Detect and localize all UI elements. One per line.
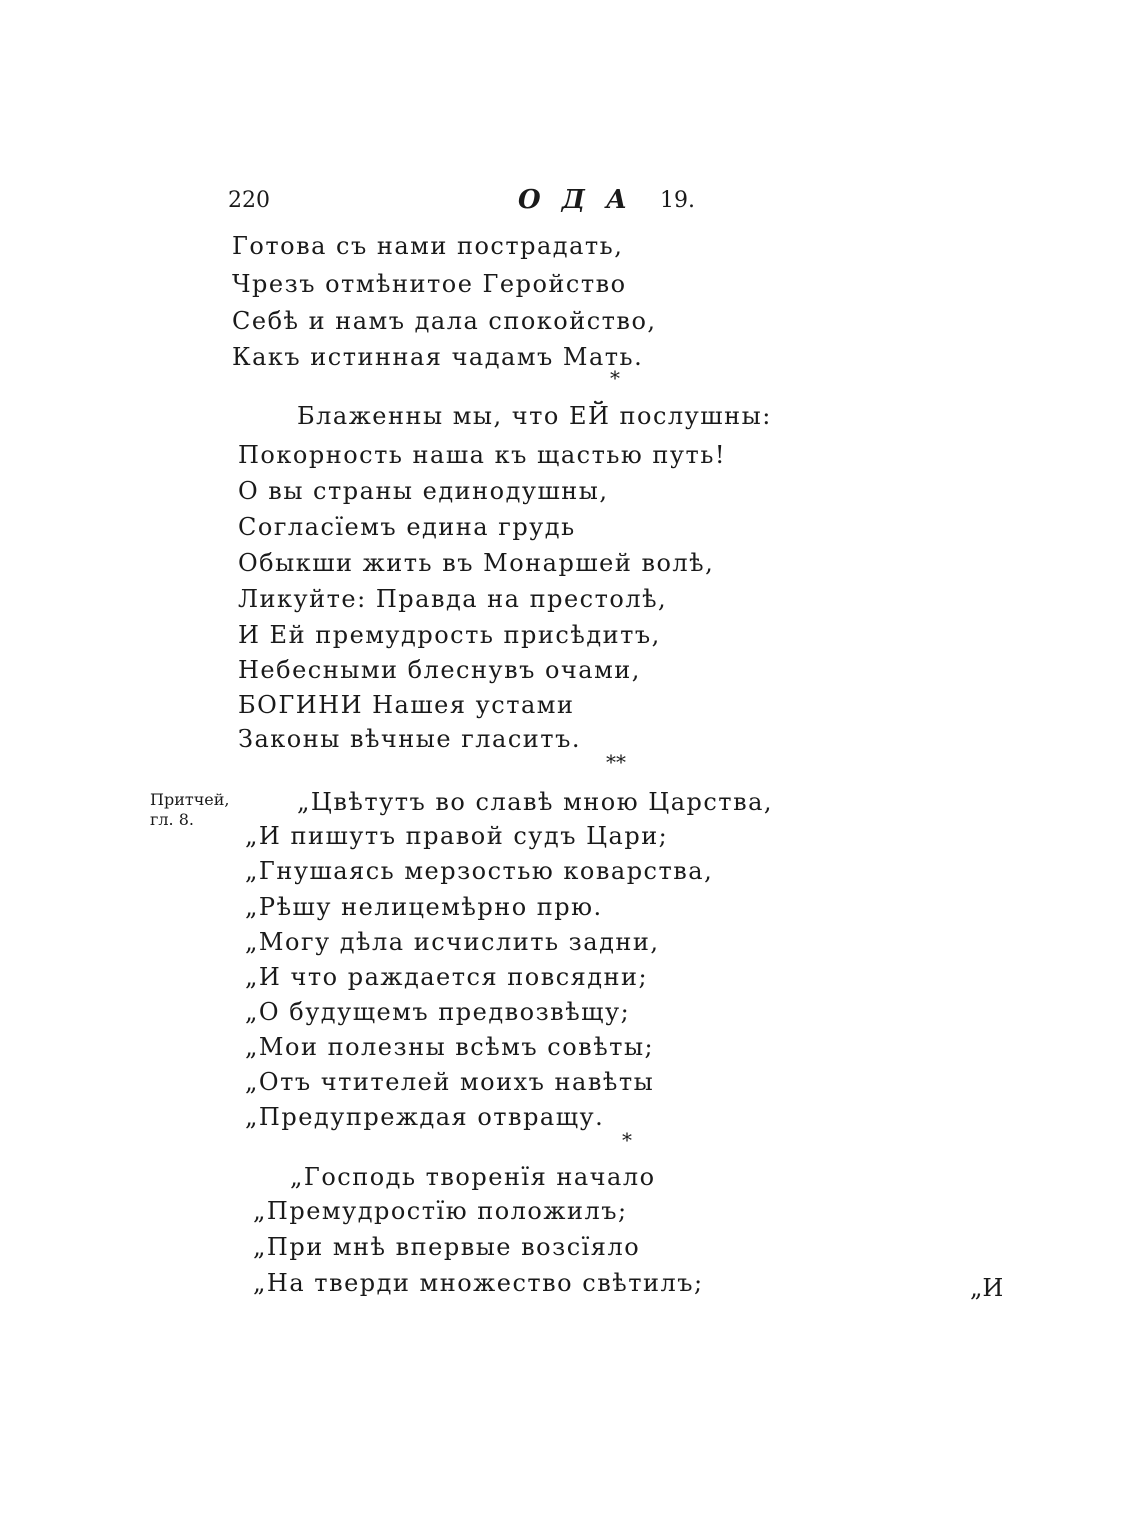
stanza-1-line-1: Готова съ нами пострадать, [232, 232, 624, 260]
page-number: 220 [228, 188, 270, 213]
stanza-3-line-3: „Гнушаясь мерзостью коварства, [245, 857, 714, 885]
stanza-marker-3: * [622, 1128, 632, 1152]
stanza-2-line-4: Согласїемъ едина грудь [238, 513, 576, 541]
stanza-3-line-2: „И пишутъ правой судъ Цари; [245, 822, 669, 850]
stanza-3-line-8: „Мои полезны всѣмъ совѣты; [245, 1033, 655, 1061]
stanza-2-line-7: И Ей премудрость присѣдитъ, [238, 621, 661, 649]
stanza-3-line-7: „О будущемъ предвозвѣщу; [245, 998, 631, 1026]
stanza-4-line-3: „При мнѣ впервые возсїяло [253, 1233, 641, 1261]
margin-note-line-2: гл. 8. [150, 810, 194, 829]
stanza-4-line-4: „На тверди множество свѣтилъ; [253, 1269, 704, 1297]
stanza-4-line-2: „Премудростїю положилъ; [253, 1197, 628, 1225]
stanza-marker-2: ** [606, 750, 626, 774]
stanza-2-line-6: Ликуйте: Правда на престолѣ, [238, 585, 668, 613]
margin-note-line-1: Притчей, [150, 790, 230, 809]
header-title: О Д А [518, 185, 634, 215]
stanza-4-line-1: „Господь творенїя начало [290, 1163, 656, 1191]
stanza-3-line-6: „И что раждается повсядни; [245, 963, 649, 991]
stanza-3-line-9: „Отъ чтителей моихъ навѣты [245, 1068, 655, 1096]
stanza-3-line-10: „Предупреждая отвращу. [245, 1103, 605, 1131]
stanza-3-line-4: „Рѣшу нелицемѣрно прю. [245, 893, 603, 921]
stanza-3-line-1: „Цвѣтутъ во славѣ мною Царства, [297, 788, 774, 816]
stanza-3-line-5: „Могу дѣла исчислить задни, [245, 928, 660, 956]
stanza-1-line-4: Какъ истинная чадамъ Мать. [232, 343, 644, 371]
stanza-2-line-2: Покорность наша къ щастью путь! [238, 441, 727, 469]
stanza-marker-1: * [610, 366, 620, 390]
stanza-2-line-9: БОГИНИ Нашея устами [238, 691, 575, 719]
header-ode-number: 19. [660, 188, 695, 213]
stanza-1-line-3: Себѣ и намъ дала спокойство, [232, 307, 657, 335]
stanza-2-line-8: Небесными блеснувъ очами, [238, 656, 641, 684]
catchword: „И [970, 1274, 1004, 1302]
stanza-2-line-1: Блаженны мы, что ЕЙ послушны: [297, 402, 772, 430]
stanza-2-line-10: Законы вѣчные гласитъ. [238, 725, 581, 753]
stanza-1-line-2: Чрезъ отмѣнитое Геройство [232, 270, 627, 298]
stanza-2-line-3: О вы страны единодушны, [238, 477, 609, 505]
stanza-2-line-5: Обыкши жить въ Монаршей волѣ, [238, 549, 715, 577]
